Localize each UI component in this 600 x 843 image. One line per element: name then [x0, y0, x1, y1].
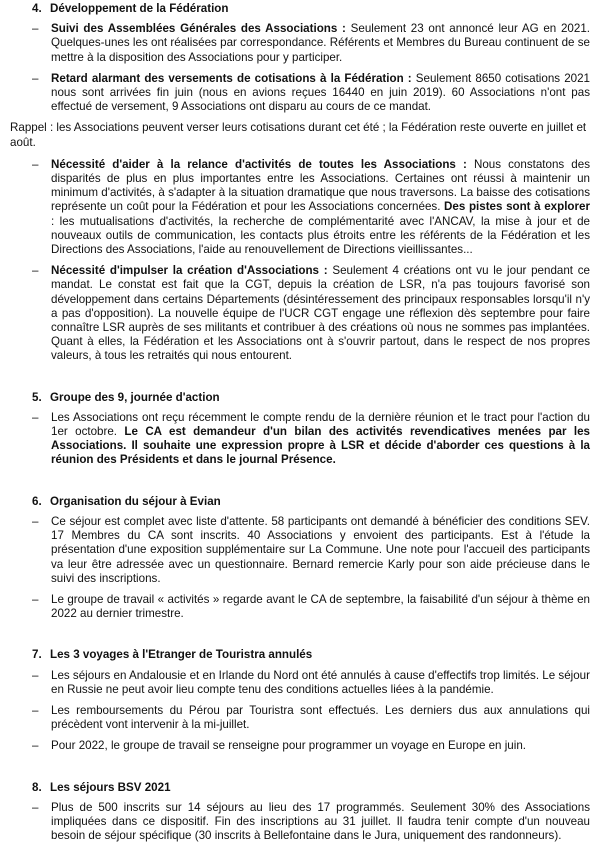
list-item	[10, 739, 590, 753]
body-text: Plus de 500 inscrits sur 14 séjours au lieu des 17 programmés. Seulement 30% des Associations impliquées dans ce dispositif. Fin des inscriptions au 31 juillet. Il faudra tenir compte d'un nouveau besoin de séjour spécifique (30 inscrits à Bellefontaine dans le Jura, uniquement des randonneurs).	[51, 800, 590, 843]
body-text: Ce séjour est complet avec liste d'attente. 58 participants ont demandé à bénéficier des conditions SEV. 17 Membres du CA sont inscrits. 40 Associations y envoient des participants. Est à l'étude la présentation d'une exposition supplémentaire sur La Commune. Une note pour l'accueil des participants va leur être adressée avec un questionnaire. Bernard remercie Karly pour son aide précieuse dans le suivi des inscriptions.	[51, 514, 590, 585]
body-text: : les mutualisations d'activités, la recherche de complémentarité avec l'ANCAV, la mise à jour et de nouveaux outils de communication, les contacts plus étroits entre les référents de la Fédération et les Directions des Associations, l'aide au renouvellement de Directions vieillissantes...	[51, 214, 590, 257]
list-item	[10, 515, 590, 586]
bullet-dash: –	[32, 410, 39, 424]
section-items	[10, 669, 590, 754]
section-number: 8.	[32, 780, 42, 794]
section-7	[10, 648, 590, 753]
section-number: 7.	[32, 648, 42, 662]
bullet-dash: –	[32, 22, 39, 36]
bold-text: Retard alarmant des versements de cotisations à la Fédération :	[51, 71, 412, 85]
body-text: Les séjours en Andalousie et en Irlande du Nord ont été annulés à cause d'effectifs trop limités. Le séjour en Russie ne peut avoir lieu compte tenu des conditions actuelles liées à la pandémie.	[51, 668, 590, 696]
list-item	[10, 801, 590, 843]
bullet-dash: –	[32, 668, 39, 682]
section-heading	[10, 391, 590, 405]
section-heading	[10, 648, 590, 662]
section-title: Développement de la Fédération	[50, 2, 229, 15]
bullet-dash: –	[32, 514, 39, 528]
section-number: 4.	[32, 2, 42, 15]
section-4	[10, 2, 590, 114]
bold-text: Nécessité d'aider à la relance d'activités de toutes les Associations :	[51, 157, 467, 171]
list-item	[10, 704, 590, 732]
section-items	[10, 801, 590, 843]
section-4-continued-items	[10, 158, 590, 364]
section-heading	[10, 781, 590, 795]
section-title: Les 3 voyages à l'Etranger de Touristra annulés	[50, 648, 313, 662]
rappel-note: Rappel : les Associations peuvent verser leurs cotisations durant cet été ; la Fédération reste ouverte en juillet et août.	[10, 121, 587, 149]
section-title: Groupe des 9, journée d'action	[50, 390, 220, 404]
bold-text: Des pistes sont à explorer	[444, 200, 590, 214]
list-item	[10, 158, 590, 257]
list-item	[10, 72, 590, 115]
body-text: Les remboursements du Pérou par Touristra sont effectués. Les derniers dus aux annulations qui précèdent vont intervenir à la mi-juillet.	[51, 703, 590, 732]
list-item	[10, 22, 590, 65]
body-text: Seulement 23 ont annoncé leur AG en 2021. Quelques-unes les ont réalisées par correspondance. Référents et Membres du Bureau continuent de se mettre à la disposition des Associations pour y participer.	[51, 22, 590, 64]
section-number: 6.	[32, 494, 42, 508]
bold-text: Nécessité d'impulser la création d'Associations :	[51, 264, 328, 278]
section-number: 5.	[32, 390, 42, 404]
section-title: Les séjours BSV 2021	[50, 780, 171, 794]
section-title: Organisation du séjour à Evian	[50, 494, 221, 508]
list-item	[10, 593, 590, 621]
bold-text: Le CA est demandeur d'un bilan des activités revendicatives menées par les Associations. Il souhaite une expression propre à LSR et décide d'aborder ces questions à la réunion des Présidents et dans le journal Présence.	[51, 425, 590, 467]
body-text: Le groupe de travail « activités » regarde avant le CA de septembre, la faisabilité d'un séjour à thème en 2022 au dernier trimestre.	[51, 592, 590, 621]
bullet-dash: –	[32, 592, 39, 606]
body-text: Seulement 4 créations ont vu le jour pendant ce mandat. Le constat est fait que la CGT, depuis la création de LSR, n'a pas toujours favorisé son développement dans certains Départements (désintéressement des principaux responsables lorsqu'il n'y a pas d'opposition). La nouvelle équipe de l'UCR CGT engage une réflexion dès septembre pour faire connaître LSR auprès de ses militants et contribuer à des créations où nous ne sommes pas implantées. Quant à elles, la Fédération et les Associations ont à s'ouvrir partout, dans le respect de nos propres valeurs, à tous les retraités qui nous entourent.	[51, 264, 590, 363]
section-items	[10, 22, 590, 114]
section-items	[10, 515, 590, 621]
bullet-dash: –	[32, 157, 39, 171]
section-heading	[10, 495, 590, 509]
section-5	[10, 391, 590, 468]
body-text: Pour 2022, le groupe de travail se renseigne pour programmer un voyage en Europe en juin.	[51, 739, 526, 753]
bullet-dash: –	[32, 264, 39, 278]
bullet-dash: –	[32, 703, 39, 717]
section-6	[10, 495, 590, 622]
section-items	[10, 411, 590, 468]
bullet-dash: –	[32, 739, 39, 753]
body-text: Nous constatons des disparités de plus en plus importantes entre les Associations. Certaines ont réussi à maintenir un minimum d'activités, à s'adapter à la situation dramatique que nous traversons. La baisse des cotisations représente un coût pour la Fédération et pour les Associations concernées.	[51, 157, 591, 214]
bullet-dash: –	[32, 800, 39, 814]
section-8	[10, 781, 590, 843]
bold-text: Suivi des Assemblées Générales des Associations :	[51, 22, 346, 36]
list-item	[10, 669, 590, 697]
body-text: Seulement 8650 cotisations 2021 nous sont arrivées fin juin (nous en avions reçues 16440 en juin 2019). 60 Associations n'ont pas effectué de versement, 9 Associations ont disparu au cours de ce mandat.	[51, 71, 590, 114]
bullet-dash: –	[32, 71, 39, 85]
section-heading	[10, 2, 590, 16]
body-text: Les Associations ont reçu récemment le compte rendu de la dernière réunion et le tract pour l'action du 1er octobre.	[51, 410, 590, 439]
list-item	[10, 264, 590, 363]
list-item	[10, 411, 590, 468]
